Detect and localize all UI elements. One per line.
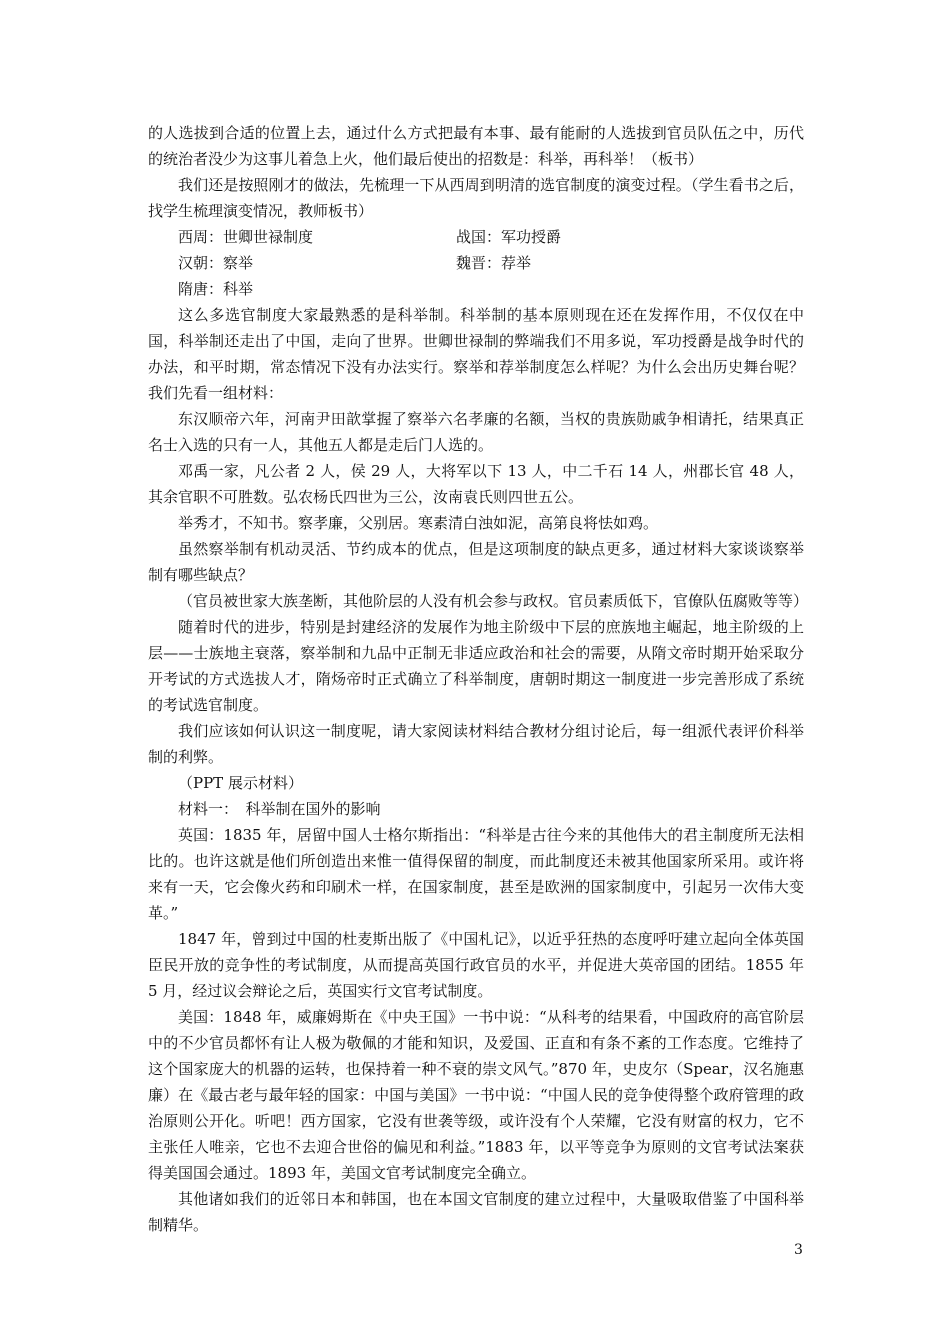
- paragraph: 虽然察举制有机动灵活、节约成本的优点，但是这项制度的缺点更多，通过材料大家谈谈察举制有哪些缺点？: [148, 540, 804, 584]
- list-row: [148, 224, 804, 250]
- paragraph: 我们应该如何认识这一制度呢，请大家阅读材料结合教材分组讨论后，每一组派代表评价科举制的利弊。: [148, 722, 804, 766]
- paragraph: 我们还是按照刚才的做法，先梳理一下从西周到明清的选官制度的演变过程。（学生看书之后，找学生梳理演变情况，教师板书）: [148, 176, 804, 220]
- quoted-material: 1847 年，曾到过中国的杜麦斯出版了《中国札记》，以近乎狂热的态度呼吁建立起向全体英国臣民开放的竞争性的考试制度，从而提高英国行政官员的水平，并促进大英帝国的团结。1855 年 5 月，经过议会辩论之后，英国实行文官考试制度。: [148, 930, 804, 1000]
- list-cell: 战国：军功授爵: [456, 228, 562, 246]
- page-number: 3: [794, 1242, 803, 1258]
- list-cell: [456, 276, 804, 302]
- quoted-material: 举秀才，不知书。察孝廉，父别居。寒素清白浊如泥，高第良将怯如鸡。: [178, 514, 659, 532]
- quoted-material: 邓禹一家，凡公者 2 人，侯 29 人，大将军以下 13 人，中二千石 14 人，州郡长官 48 人，其余官职不可胜数。弘农杨氏四世为三公，汝南袁氏则四世五公。: [148, 462, 804, 506]
- paragraph: 的人选拔到合适的位置上去，通过什么方式把最有本事、最有能耐的人选拔到官员队伍之中，历代的统治者没少为这事儿着急上火，他们最后使出的招数是：科举，再科举！（板书）: [148, 124, 804, 168]
- quoted-material: 英国：1835 年，居留中国人士格尔斯指出：“科举是古往今来的其他伟大的君主制度所无法相比的。也许这就是他们所创造出来惟一值得保留的制度，而此制度还未被其他国家所采用。或许将来有一天，它会像火药和印刷术一样，在国家制度，甚至是欧洲的国家制度中，引起另一次伟大变革。”: [148, 826, 804, 922]
- paragraph: 其他诸如我们的近邻日本和韩国，也在本国文官制度的建立过程中，大量吸取借鉴了中国科举制精华。: [148, 1190, 804, 1234]
- material-heading: 材料一： 科举制在国外的影响: [178, 800, 381, 818]
- official-system-list: [148, 224, 804, 302]
- list-cell: 魏晋：荐举: [456, 254, 532, 272]
- document-body: [148, 120, 809, 1238]
- list-cell: 隋唐：科举: [178, 280, 254, 298]
- list-row: [148, 276, 804, 302]
- list-cell: 汉朝：察举: [178, 254, 254, 272]
- paragraph: （官员被世家大族垄断，其他阶层的人没有机会参与政权。官员素质低下，官僚队伍腐败等等）: [178, 592, 809, 610]
- list-cell: 西周：世卿世禄制度: [178, 228, 314, 246]
- list-row: [148, 250, 804, 276]
- quoted-material: 东汉顺帝六年，河南尹田歆掌握了察举六名孝廉的名额，当权的贵族勋戚争相请托，结果真正名士入选的只有一人，其他五人都是走后门人选的。: [148, 410, 804, 454]
- paragraph: 这么多选官制度大家最熟悉的是科举制。科举制的基本原则现在还在发挥作用，不仅仅在中国，科举制还走出了中国，走向了世界。世卿世禄制的弊端我们不用多说，军功授爵是战争时代的办法，和平时期，常态情况下没有办法实行。察举和荐举制度怎么样呢？为什么会出历史舞台呢？我们先看一组材料：: [148, 306, 804, 402]
- paragraph: （PPT 展示材料）: [178, 774, 303, 792]
- quoted-material: 美国：1848 年，威廉姆斯在《中央王国》一书中说：“从科考的结果看，中国政府的高官阶层中的不少官员都怀有让人极为敬佩的才能和知识，及爱国、正直和有条不紊的工作态度。它维持了这个国家庞大的机器的运转，也保持着一种不衰的崇文风气。”870 年，史皮尔（Spear，汉名施惠廉）在《最古老与最年轻的国家：中国与美国》一书中说：“中国人民的竞争使得整个政府管理的政治原则公开化。听吧！西方国家，它没有世袭等级，或许没有个人荣耀，它没有财富的权力，它不主张任人唯亲，它也不去迎合世俗的偏见和利益。”1883 年，以平等竞争为原则的文官考试法案获得美国国会通过。1893 年，美国文官考试制度完全确立。: [148, 1008, 804, 1182]
- paragraph: 随着时代的进步，特别是封建经济的发展作为地主阶级中下层的庶族地主崛起，地主阶级的上层——士族地主衰落，察举制和九品中正制无非适应政治和社会的需要，从隋文帝时期开始采取分开考试的方式选拔人才，隋炀帝时正式确立了科举制度，唐朝时期这一制度进一步完善形成了系统的考试选官制度。: [148, 618, 804, 714]
